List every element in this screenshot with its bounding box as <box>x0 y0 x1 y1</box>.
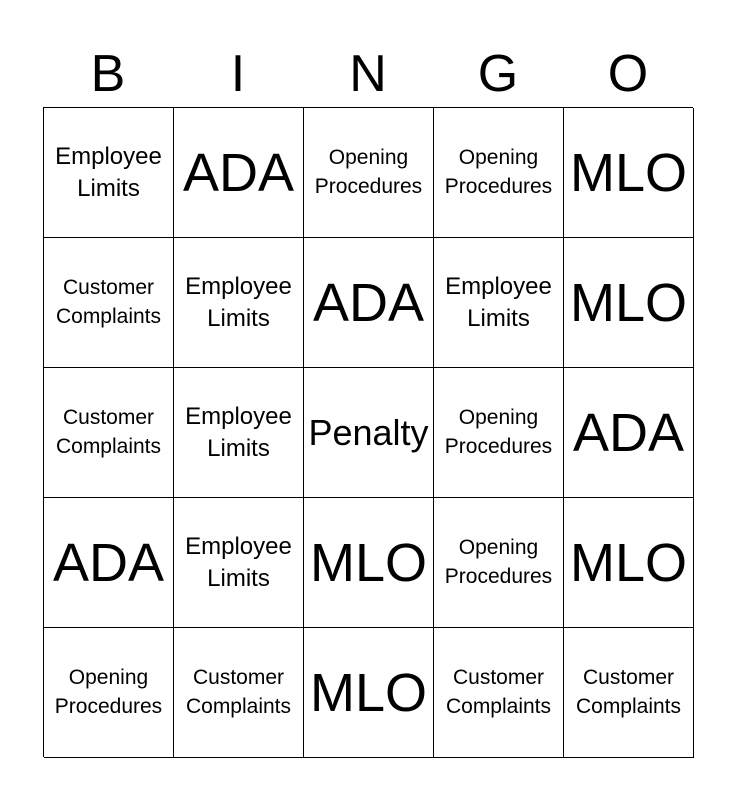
bingo-cell-label: Customer Complaints <box>445 666 552 718</box>
bingo-cell-label: ADA <box>572 402 685 463</box>
bingo-cell[interactable] <box>304 498 434 628</box>
header-letter-i: I <box>230 45 246 103</box>
bingo-cell-label: Opening Procedures <box>444 406 553 458</box>
bingo-cell[interactable] <box>564 238 694 368</box>
bingo-cell-label: Opening Procedures <box>54 666 163 718</box>
bingo-cell-label: Employee Limits <box>55 143 162 202</box>
header-letter-o: O <box>607 45 649 103</box>
bingo-cell[interactable] <box>44 628 174 758</box>
header-letter-b: B <box>90 45 126 103</box>
bingo-cell-label: Opening Procedures <box>444 536 553 588</box>
bingo-cell[interactable] <box>434 498 564 628</box>
bingo-cell-label: Opening Procedures <box>314 146 423 198</box>
bingo-cell[interactable] <box>434 368 564 498</box>
bingo-cell-label: Customer Complaints <box>55 406 162 458</box>
bingo-cell-label: Customer Complaints <box>575 666 682 718</box>
bingo-cell-label: Employee Limits <box>185 403 292 462</box>
bingo-cell-label: MLO <box>569 142 688 203</box>
bingo-cell-label: Employee Limits <box>185 273 292 332</box>
bingo-cell[interactable] <box>174 628 304 758</box>
bingo-cell-label: Opening Procedures <box>444 146 553 198</box>
bingo-cell[interactable] <box>44 238 174 368</box>
bingo-cell-label: MLO <box>309 662 428 723</box>
bingo-cell-label: Employee Limits <box>445 273 552 332</box>
bingo-cell[interactable] <box>304 368 434 498</box>
bingo-cell[interactable] <box>434 238 564 368</box>
bingo-cell[interactable] <box>304 108 434 238</box>
bingo-cell-label: MLO <box>569 272 688 333</box>
header-letter-n: N <box>349 45 387 103</box>
bingo-cell[interactable] <box>174 238 304 368</box>
bingo-cell-label: MLO <box>569 532 688 593</box>
bingo-cell-label: Customer Complaints <box>55 276 162 328</box>
bingo-header <box>43 44 693 104</box>
bingo-cell[interactable] <box>564 368 694 498</box>
bingo-cell-label: ADA <box>312 272 425 333</box>
bingo-cell[interactable] <box>564 498 694 628</box>
bingo-cell[interactable] <box>564 628 694 758</box>
bingo-cell-label: Customer Complaints <box>185 666 292 718</box>
bingo-cell[interactable] <box>44 108 174 238</box>
bingo-grid <box>43 107 693 757</box>
bingo-cell[interactable] <box>304 238 434 368</box>
bingo-cell-label: ADA <box>182 142 295 203</box>
bingo-cell[interactable] <box>174 108 304 238</box>
bingo-cell[interactable] <box>174 368 304 498</box>
bingo-cell-label: Employee Limits <box>185 533 292 592</box>
bingo-cell[interactable] <box>44 498 174 628</box>
bingo-cell[interactable] <box>304 628 434 758</box>
bingo-cell[interactable] <box>434 628 564 758</box>
bingo-cell-label: MLO <box>309 532 428 593</box>
bingo-cell[interactable] <box>174 498 304 628</box>
bingo-cell[interactable] <box>44 368 174 498</box>
bingo-cell[interactable] <box>564 108 694 238</box>
bingo-cell-label: ADA <box>52 532 165 593</box>
header-letter-g: G <box>477 45 519 103</box>
bingo-cell-label: Penalty <box>308 411 429 453</box>
bingo-cell[interactable] <box>434 108 564 238</box>
